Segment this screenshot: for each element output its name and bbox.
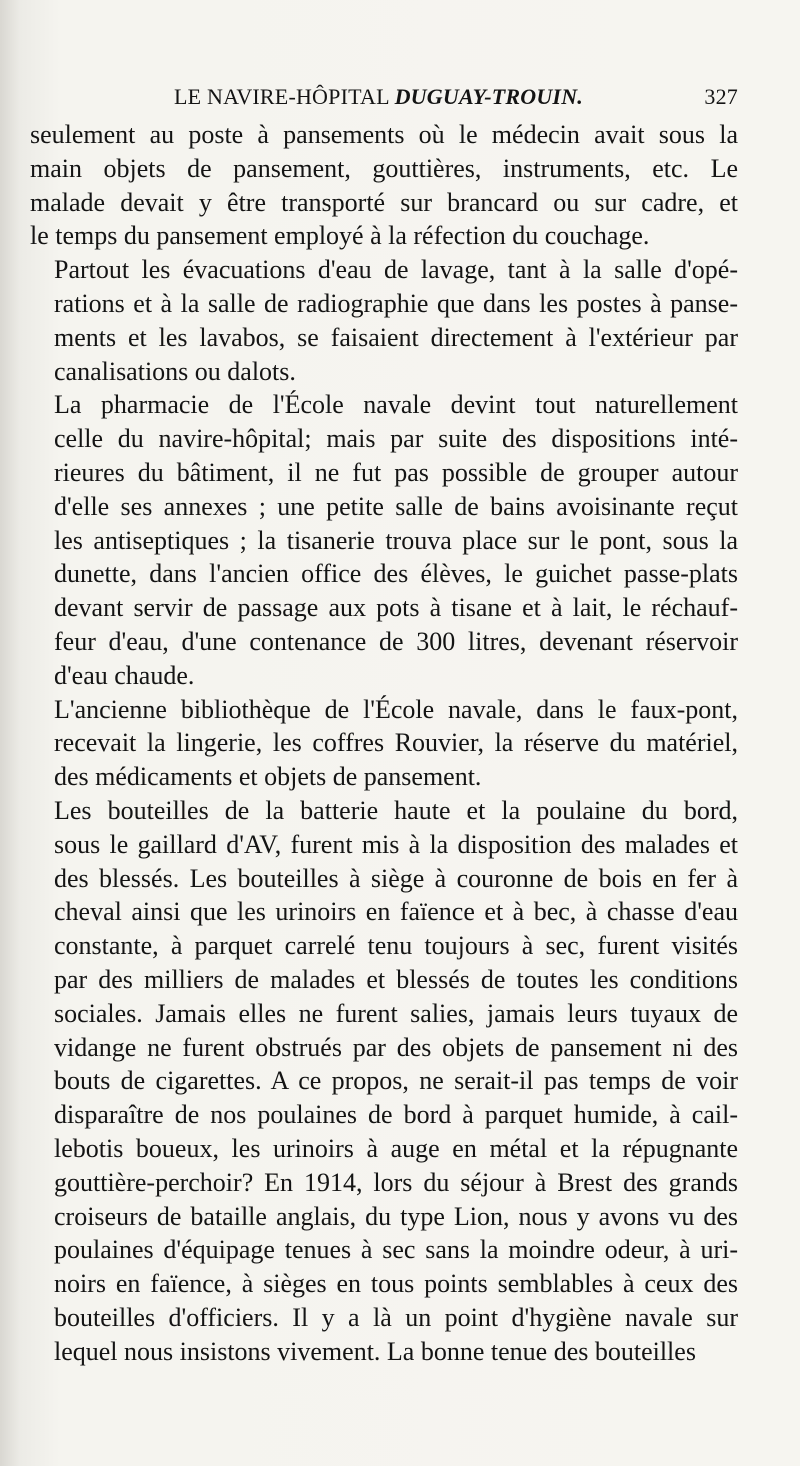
text-line: gouttière-perchoir? En 1914, lors du séjour à Brest des grands (54, 1167, 738, 1197)
text-line: les antiseptiques ; la tisanerie trouva place sur le pont, sous la (54, 525, 738, 555)
text-line: vidange ne furent obstrués par des objets de pansement ni des (54, 1032, 738, 1062)
text-line: poulaines d'équipage tenues à sec sans la moindre odeur, à uri- (54, 1235, 738, 1265)
running-title-prefix: LE NAVIRE-HÔPITAL (174, 84, 395, 109)
paragraph (30, 118, 738, 253)
text-line: devant servir de passage aux pots à tisane et à lait, le réchauf- (54, 593, 738, 623)
text-line: des médicaments et objets de pansement. (54, 762, 482, 792)
running-title (174, 84, 583, 110)
text-line: feur d'eau, d'une contenance de 300 litres, devenant réservoir (54, 626, 738, 656)
page-number: 327 (704, 84, 738, 109)
text-line: ments et les lavabos, se faisaient directement à l'extérieur par (54, 322, 738, 352)
text-line: La pharmacie de l'École navale devint tout naturellement (54, 390, 738, 420)
text-line: lequel nous insistons vivement. La bonne tenue des bouteilles (54, 1336, 696, 1366)
text-line: sous le gaillard d'AV, furent mis à la disposition des malades et (54, 829, 738, 859)
text-line: malade devait y être transporté sur brancard ou sur cadre, et (30, 187, 738, 217)
text-line: sociales. Jamais elles ne furent salies, jamais leurs tuyaux de (54, 998, 738, 1028)
text-line: L'ancienne bibliothèque de l'École navale, dans le faux-pont, (54, 694, 738, 724)
text-line: rations et à la salle de radiographie que dans les postes à panse- (54, 288, 738, 318)
text-line: par des milliers de malades et blessés de toutes les conditions (54, 964, 738, 994)
text-line: rieures du bâtiment, il ne fut pas possible de grouper autour (54, 457, 738, 487)
text-line: Partout les évacuations d'eau de lavage, tant à la salle d'opé- (54, 255, 738, 285)
body-text (30, 118, 738, 1368)
text-line: recevait la lingerie, les coffres Rouvier, la réserve du matériel, (54, 728, 738, 758)
paragraph (30, 794, 738, 1369)
text-line: bouteilles d'officiers. Il y a là un point d'hygiène navale sur (54, 1302, 738, 1332)
text-line: croiseurs de bataille anglais, du type Lion, nous y avons vu des (54, 1201, 738, 1231)
text-line: des blessés. Les bouteilles à siège à couronne de bois en fer à (54, 863, 738, 893)
text-line: noirs en faïence, à sièges en tous points semblables à ceux des (54, 1269, 738, 1299)
text-line: celle du navire-hôpital; mais par suite des dispositions inté- (54, 424, 738, 454)
text-line: constante, à parquet carrelé tenu toujours à sec, furent visités (54, 931, 738, 961)
text-line: seulement au poste à pansements où le médecin avait sous la (30, 120, 738, 149)
text-line: Les bouteilles de la batterie haute et la poulaine du bord, (54, 795, 738, 825)
text-line: d'elle ses annexes ; une petite salle de bains avoisinante reçut (54, 491, 738, 521)
text-line: main objets de pansement, gouttières, instruments, etc. Le (30, 153, 738, 183)
text-line: cheval ainsi que les urinoirs en faïence et à bec, à chasse d'eau (54, 897, 738, 927)
text-line: le temps du pansement employé à la réfection du couchage. (30, 221, 650, 251)
paragraph (30, 253, 738, 388)
running-head (42, 84, 738, 118)
text-line: canalisations ou dalots. (54, 356, 296, 386)
text-line: dunette, dans l'ancien office des élèves, le guichet passe-plats (54, 559, 738, 589)
running-title-ship: DUGUAY-TROUIN. (394, 84, 583, 109)
text-line: bouts de cigarettes. A ce propos, ne serait-il pas temps de voir (54, 1066, 738, 1096)
text-line: disparaître de nos poulaines de bord à parquet humide, à cail- (54, 1100, 738, 1130)
text-line: d'eau chaude. (54, 660, 195, 690)
paragraph (30, 388, 738, 692)
paragraph (30, 693, 738, 794)
text-line: lebotis boueux, les urinoirs à auge en métal et la répugnante (54, 1133, 738, 1163)
